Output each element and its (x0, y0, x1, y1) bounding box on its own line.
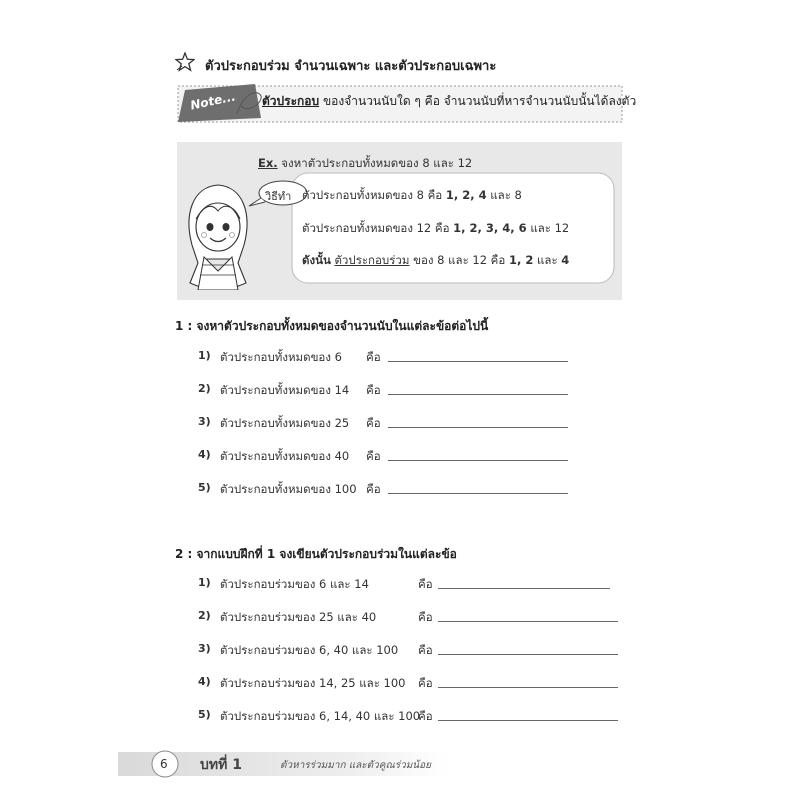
note-definition-text: ของจำนวนนับใด ๆ คือ จำนวนนับที่หารจำนวนนับนั้นได้ลงตัว (319, 94, 637, 108)
s1-answer-line[interactable] (388, 460, 568, 461)
s1-answer-line[interactable] (388, 361, 568, 362)
s2-answer-line[interactable] (438, 588, 610, 589)
note-term: ตัวประกอบ (262, 94, 320, 108)
s1-answer-label: คือ (366, 350, 381, 364)
s2-item-number: 5) (198, 708, 211, 721)
s1-answer-label: คือ (366, 416, 381, 430)
s1-item-text: ตัวประกอบทั้งหมดของ 25 (220, 416, 350, 430)
s1-answer-line[interactable] (388, 427, 568, 428)
s2-answer-label: คือ (418, 709, 433, 723)
section-2-title: 2 : จากแบบฝึกที่ 1 จงเขียนตัวประกอบร่วมในแต่ละข้อ (175, 547, 457, 561)
s1-answer-line[interactable] (388, 493, 568, 494)
s2-item-text: ตัวประกอบร่วมของ 6 และ 14 (220, 577, 369, 591)
s2-answer-label: คือ (418, 676, 433, 690)
s2-answer-line[interactable] (438, 720, 618, 721)
s1-item-number: 1) (198, 349, 211, 362)
s2-answer-label: คือ (418, 643, 433, 657)
s2-item-text: ตัวประกอบร่วมของ 6, 40 และ 100 (220, 643, 399, 657)
s1-item-number: 3) (198, 415, 211, 428)
s2-item-number: 3) (198, 642, 211, 655)
s1-answer-label: คือ (366, 383, 381, 397)
s1-item-text: ตัวประกอบทั้งหมดของ 14 (220, 383, 350, 397)
s1-item-number: 5) (198, 481, 211, 494)
method-label: วิธีทำ (265, 190, 292, 203)
s2-item-text: ตัวประกอบร่วมของ 25 และ 40 (220, 610, 377, 624)
s2-item-text: ตัวประกอบร่วมของ 6, 14, 40 และ 100 (220, 709, 421, 723)
solution-line-3: ดังนั้น ตัวประกอบร่วม ของ 8 และ 12 คือ 1, 2 และ 4 (302, 253, 570, 267)
s2-answer-line[interactable] (438, 654, 618, 655)
s2-item-number: 1) (198, 576, 211, 589)
s1-item-text: ตัวประกอบทั้งหมดของ 40 (220, 449, 350, 463)
star-icon (175, 52, 195, 72)
solution-line-1: ตัวประกอบทั้งหมดของ 8 คือ 1, 2, 4 และ 8 (302, 188, 522, 202)
note-badge: Note... (189, 89, 237, 113)
s2-answer-line[interactable] (438, 621, 618, 622)
s2-answer-label: คือ (418, 610, 433, 624)
example-label: Ex. (258, 156, 278, 170)
s2-item-number: 2) (198, 609, 211, 622)
girl-illustration (178, 175, 258, 290)
s2-answer-line[interactable] (438, 687, 618, 688)
solution-line-2: ตัวประกอบทั้งหมดของ 12 คือ 1, 2, 3, 4, 6 และ 12 (302, 221, 570, 235)
note-definition (262, 92, 636, 111)
s2-item-number: 4) (198, 675, 211, 688)
s2-item-text: ตัวประกอบร่วมของ 14, 25 และ 100 (220, 676, 406, 690)
page-title: ตัวประกอบร่วม จำนวนเฉพาะ และตัวประกอบเฉพาะ (205, 59, 497, 74)
s1-item-number: 2) (198, 382, 211, 395)
chapter-subtitle: ตัวหารร่วมมาก และตัวคูณร่วมน้อย (280, 760, 432, 771)
chapter-label: บทที่ 1 (200, 757, 242, 773)
section-1-title: 1 : จงหาตัวประกอบทั้งหมดของจำนวนนับในแต่ละข้อต่อไปนี้ (175, 319, 489, 333)
s1-answer-line[interactable] (388, 394, 568, 395)
s1-item-number: 4) (198, 448, 211, 461)
example-question (258, 155, 472, 173)
example-question-text: จงหาตัวประกอบทั้งหมดของ 8 และ 12 (277, 156, 473, 170)
s2-answer-label: คือ (418, 577, 433, 591)
s1-item-text: ตัวประกอบทั้งหมดของ 100 (220, 482, 357, 496)
s1-answer-label: คือ (366, 482, 381, 496)
s1-answer-label: คือ (366, 449, 381, 463)
page-number: 6 (160, 757, 168, 771)
s1-item-text: ตัวประกอบทั้งหมดของ 6 (220, 350, 342, 364)
